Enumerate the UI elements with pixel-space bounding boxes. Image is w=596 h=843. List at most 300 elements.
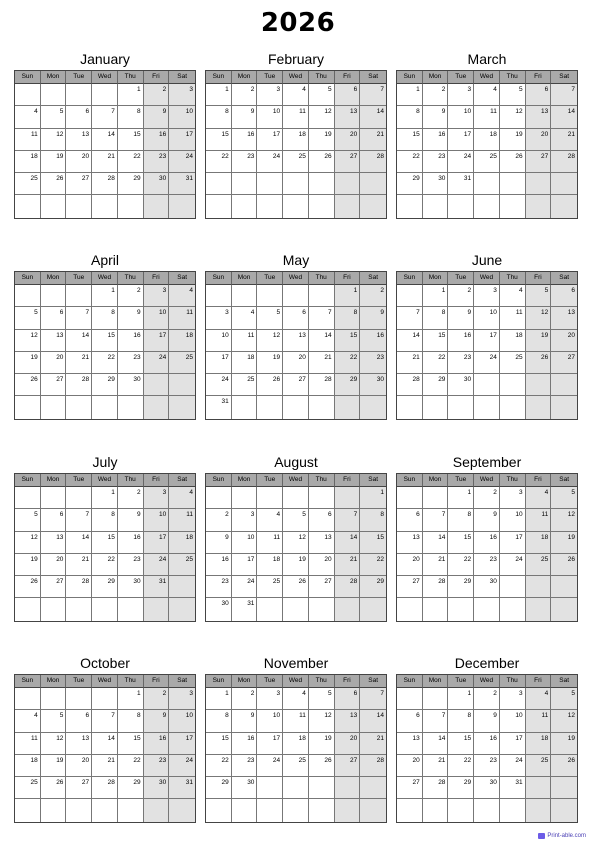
day-cell: 20	[309, 554, 335, 576]
weekday-header: Thu	[118, 474, 144, 487]
day-cell: 26	[15, 576, 41, 598]
month-may	[205, 249, 387, 420]
day-cell: 21	[423, 554, 449, 576]
day-cell	[309, 487, 335, 509]
month-grid	[205, 674, 387, 823]
month-name: September	[452, 454, 522, 470]
day-cell	[92, 688, 118, 710]
day-cell: 30	[448, 374, 474, 396]
month-name: February	[267, 51, 325, 67]
day-cell: 6	[283, 307, 309, 329]
day-cell	[15, 285, 41, 307]
day-cell: 15	[360, 532, 386, 554]
day-cell: 19	[500, 129, 526, 151]
day-cell: 15	[118, 733, 144, 755]
day-cell	[551, 799, 577, 821]
day-cell: 15	[335, 330, 361, 352]
day-cell: 23	[118, 352, 144, 374]
day-cell: 23	[423, 151, 449, 173]
weekday-header: Mon	[232, 675, 258, 688]
weekday-header: Fri	[526, 71, 552, 84]
day-cell: 27	[309, 576, 335, 598]
day-cell	[169, 576, 195, 598]
day-cell	[551, 195, 577, 217]
day-cell: 5	[551, 688, 577, 710]
day-cell: 23	[232, 151, 258, 173]
day-cell	[474, 799, 500, 821]
day-cell: 4	[500, 285, 526, 307]
day-cell	[92, 195, 118, 217]
day-cell: 17	[232, 554, 258, 576]
day-cell: 16	[118, 532, 144, 554]
day-cell	[66, 195, 92, 217]
day-cell	[283, 777, 309, 799]
day-cell	[169, 799, 195, 821]
day-cell: 22	[206, 755, 232, 777]
day-cell: 12	[551, 710, 577, 732]
day-cell: 26	[551, 755, 577, 777]
day-cell	[283, 285, 309, 307]
day-cell	[232, 173, 258, 195]
day-cell: 10	[474, 307, 500, 329]
day-cell: 18	[526, 733, 552, 755]
day-cell: 5	[500, 84, 526, 106]
day-cell	[309, 777, 335, 799]
day-cell: 14	[92, 733, 118, 755]
day-cell: 19	[309, 129, 335, 151]
day-cell	[118, 195, 144, 217]
weekday-header: Mon	[423, 71, 449, 84]
day-cell	[526, 195, 552, 217]
day-cell: 30	[423, 173, 449, 195]
day-cell: 6	[41, 307, 67, 329]
day-cell	[257, 396, 283, 418]
day-cell: 31	[232, 598, 258, 620]
month-name: August	[274, 454, 318, 470]
weekday-header: Wed	[283, 675, 309, 688]
day-cell: 8	[206, 106, 232, 128]
day-cell: 13	[283, 330, 309, 352]
day-cell: 5	[526, 285, 552, 307]
brand-logo	[538, 833, 586, 839]
day-cell: 8	[448, 710, 474, 732]
printer-icon	[538, 833, 545, 839]
day-cell	[360, 173, 386, 195]
day-cell	[92, 598, 118, 620]
day-cell	[66, 598, 92, 620]
day-cell	[423, 598, 449, 620]
day-cell: 15	[206, 129, 232, 151]
day-cell: 1	[360, 487, 386, 509]
day-cell: 18	[169, 532, 195, 554]
day-cell: 15	[423, 330, 449, 352]
day-cell: 17	[500, 733, 526, 755]
day-cell	[335, 396, 361, 418]
day-cell: 13	[66, 733, 92, 755]
day-cell	[144, 799, 170, 821]
weekday-header: Sun	[397, 675, 423, 688]
day-cell: 21	[360, 129, 386, 151]
day-cell: 25	[526, 755, 552, 777]
day-cell: 9	[118, 509, 144, 531]
day-cell: 23	[118, 554, 144, 576]
day-cell: 22	[360, 554, 386, 576]
weekday-header: Sun	[206, 71, 232, 84]
day-cell: 27	[41, 576, 67, 598]
weekday-header: Thu	[309, 474, 335, 487]
month-november	[205, 652, 387, 823]
weekday-header: Tue	[257, 675, 283, 688]
day-cell: 22	[92, 554, 118, 576]
day-cell: 25	[257, 576, 283, 598]
month-grid	[14, 271, 196, 420]
day-cell: 26	[257, 374, 283, 396]
day-cell: 2	[118, 487, 144, 509]
day-cell: 13	[397, 532, 423, 554]
weekday-header: Sun	[15, 272, 41, 285]
day-cell	[448, 396, 474, 418]
month-january	[14, 48, 196, 219]
day-cell	[257, 777, 283, 799]
weekday-header: Sat	[360, 272, 386, 285]
day-cell: 1	[335, 285, 361, 307]
day-cell: 7	[92, 106, 118, 128]
day-cell: 25	[500, 352, 526, 374]
day-cell: 20	[335, 129, 361, 151]
day-cell	[15, 396, 41, 418]
day-cell	[169, 396, 195, 418]
day-cell: 16	[360, 330, 386, 352]
day-cell: 13	[551, 307, 577, 329]
day-cell	[397, 285, 423, 307]
day-cell: 27	[397, 576, 423, 598]
day-cell: 31	[169, 173, 195, 195]
day-cell: 3	[448, 84, 474, 106]
day-cell: 2	[232, 688, 258, 710]
weekday-header: Fri	[335, 474, 361, 487]
day-cell: 26	[15, 374, 41, 396]
day-cell	[500, 576, 526, 598]
day-cell: 30	[474, 777, 500, 799]
day-cell: 13	[41, 330, 67, 352]
day-cell: 8	[92, 307, 118, 329]
day-cell: 1	[423, 285, 449, 307]
day-cell: 8	[423, 307, 449, 329]
day-cell: 25	[283, 755, 309, 777]
day-cell: 2	[448, 285, 474, 307]
day-cell: 22	[206, 151, 232, 173]
day-cell: 17	[500, 532, 526, 554]
day-cell	[360, 777, 386, 799]
weekday-header: Mon	[41, 675, 67, 688]
day-cell: 28	[397, 374, 423, 396]
day-cell	[500, 799, 526, 821]
day-cell: 24	[500, 554, 526, 576]
day-cell: 30	[232, 777, 258, 799]
day-cell: 30	[206, 598, 232, 620]
day-cell	[397, 396, 423, 418]
day-cell: 2	[118, 285, 144, 307]
day-cell: 9	[360, 307, 386, 329]
day-cell	[335, 799, 361, 821]
day-cell: 7	[551, 84, 577, 106]
day-cell: 20	[66, 755, 92, 777]
day-cell: 3	[169, 84, 195, 106]
day-cell: 3	[232, 509, 258, 531]
day-cell	[526, 598, 552, 620]
day-cell	[41, 396, 67, 418]
day-cell	[448, 799, 474, 821]
day-cell: 25	[15, 777, 41, 799]
day-cell: 10	[232, 532, 258, 554]
day-cell: 10	[257, 710, 283, 732]
day-cell: 9	[474, 710, 500, 732]
day-cell	[500, 374, 526, 396]
day-cell	[144, 396, 170, 418]
day-cell: 1	[92, 285, 118, 307]
day-cell: 12	[283, 532, 309, 554]
day-cell	[474, 374, 500, 396]
day-cell: 4	[257, 509, 283, 531]
day-cell	[474, 173, 500, 195]
month-august	[205, 451, 387, 622]
day-cell	[360, 396, 386, 418]
weekday-header: Thu	[309, 71, 335, 84]
day-cell: 23	[232, 755, 258, 777]
day-cell: 5	[309, 688, 335, 710]
day-cell: 13	[309, 532, 335, 554]
day-cell: 1	[448, 688, 474, 710]
day-cell: 7	[423, 710, 449, 732]
day-cell: 29	[118, 173, 144, 195]
day-cell: 9	[118, 307, 144, 329]
day-cell: 12	[500, 106, 526, 128]
day-cell: 4	[283, 688, 309, 710]
month-grid	[14, 674, 196, 823]
weekday-header: Fri	[526, 272, 552, 285]
weekday-header: Sun	[15, 675, 41, 688]
day-cell	[309, 173, 335, 195]
day-cell: 1	[118, 688, 144, 710]
day-cell: 28	[551, 151, 577, 173]
day-cell: 11	[474, 106, 500, 128]
day-cell: 7	[360, 84, 386, 106]
day-cell: 15	[92, 330, 118, 352]
day-cell	[309, 598, 335, 620]
day-cell: 26	[526, 352, 552, 374]
day-cell: 21	[66, 352, 92, 374]
day-cell: 14	[66, 532, 92, 554]
day-cell: 19	[41, 151, 67, 173]
day-cell: 10	[144, 509, 170, 531]
day-cell: 13	[41, 532, 67, 554]
weekday-header: Fri	[526, 675, 552, 688]
day-cell: 20	[397, 554, 423, 576]
day-cell: 14	[397, 330, 423, 352]
day-cell: 20	[66, 151, 92, 173]
day-cell	[500, 195, 526, 217]
day-cell: 31	[169, 777, 195, 799]
day-cell: 8	[397, 106, 423, 128]
weekday-header: Tue	[66, 474, 92, 487]
day-cell	[257, 285, 283, 307]
day-cell	[397, 487, 423, 509]
day-cell: 19	[551, 532, 577, 554]
day-cell: 4	[526, 487, 552, 509]
day-cell: 22	[423, 352, 449, 374]
day-cell: 26	[41, 173, 67, 195]
day-cell: 21	[360, 733, 386, 755]
day-cell: 19	[15, 352, 41, 374]
day-cell: 24	[257, 151, 283, 173]
weekday-header: Sat	[551, 474, 577, 487]
weekday-header: Wed	[474, 71, 500, 84]
day-cell: 18	[15, 755, 41, 777]
day-cell: 17	[169, 129, 195, 151]
month-grid	[205, 271, 387, 420]
day-cell: 26	[551, 554, 577, 576]
month-october	[14, 652, 196, 823]
day-cell: 16	[206, 554, 232, 576]
day-cell: 29	[92, 576, 118, 598]
day-cell: 10	[169, 710, 195, 732]
day-cell: 1	[92, 487, 118, 509]
day-cell: 14	[335, 532, 361, 554]
day-cell: 21	[92, 755, 118, 777]
day-cell: 12	[15, 532, 41, 554]
day-cell: 15	[397, 129, 423, 151]
weekday-header: Sun	[206, 272, 232, 285]
weekday-header: Sat	[360, 675, 386, 688]
day-cell	[397, 688, 423, 710]
month-grid	[396, 473, 578, 622]
month-april	[14, 249, 196, 420]
day-cell	[335, 487, 361, 509]
day-cell: 10	[206, 330, 232, 352]
day-cell	[144, 374, 170, 396]
day-cell: 31	[144, 576, 170, 598]
day-cell	[92, 84, 118, 106]
day-cell: 30	[144, 173, 170, 195]
weekday-header: Sat	[169, 675, 195, 688]
day-cell	[309, 799, 335, 821]
day-cell: 28	[66, 374, 92, 396]
weekday-header: Sun	[15, 71, 41, 84]
day-cell: 17	[257, 129, 283, 151]
day-cell: 30	[474, 576, 500, 598]
day-cell	[474, 396, 500, 418]
month-february	[205, 48, 387, 219]
day-cell: 12	[41, 733, 67, 755]
day-cell: 10	[169, 106, 195, 128]
weekday-header: Sat	[360, 474, 386, 487]
weekday-header: Tue	[448, 272, 474, 285]
day-cell: 14	[66, 330, 92, 352]
day-cell	[118, 598, 144, 620]
day-cell	[360, 195, 386, 217]
day-cell	[169, 374, 195, 396]
day-cell	[397, 195, 423, 217]
day-cell	[309, 396, 335, 418]
day-cell	[41, 285, 67, 307]
day-cell: 3	[500, 688, 526, 710]
day-cell: 5	[41, 106, 67, 128]
month-june	[396, 249, 578, 420]
year-title: 2026	[260, 8, 336, 38]
day-cell: 9	[206, 532, 232, 554]
day-cell: 10	[144, 307, 170, 329]
day-cell: 22	[92, 352, 118, 374]
day-cell	[92, 799, 118, 821]
weekday-header: Sun	[206, 675, 232, 688]
day-cell: 20	[397, 755, 423, 777]
day-cell: 16	[474, 733, 500, 755]
day-cell	[41, 84, 67, 106]
day-cell: 4	[15, 106, 41, 128]
day-cell	[309, 195, 335, 217]
day-cell	[15, 598, 41, 620]
weekday-header: Sat	[551, 675, 577, 688]
day-cell	[423, 688, 449, 710]
day-cell: 7	[360, 688, 386, 710]
month-grid	[396, 674, 578, 823]
day-cell	[551, 598, 577, 620]
month-grid	[205, 70, 387, 219]
weekday-header: Tue	[448, 675, 474, 688]
day-cell	[551, 374, 577, 396]
day-cell	[500, 598, 526, 620]
day-cell: 4	[474, 84, 500, 106]
day-cell: 2	[474, 487, 500, 509]
day-cell: 7	[335, 509, 361, 531]
day-cell: 14	[360, 106, 386, 128]
weekday-header: Thu	[309, 272, 335, 285]
day-cell: 3	[144, 285, 170, 307]
day-cell: 28	[423, 777, 449, 799]
day-cell: 19	[15, 554, 41, 576]
day-cell: 11	[283, 106, 309, 128]
day-cell: 14	[309, 330, 335, 352]
weekday-header: Sun	[206, 474, 232, 487]
day-cell: 2	[144, 688, 170, 710]
day-cell: 18	[474, 129, 500, 151]
day-cell	[360, 598, 386, 620]
day-cell	[283, 173, 309, 195]
day-cell: 6	[66, 710, 92, 732]
day-cell: 11	[500, 307, 526, 329]
day-cell: 3	[169, 688, 195, 710]
weekday-header: Sat	[551, 272, 577, 285]
day-cell	[526, 396, 552, 418]
day-cell: 23	[448, 352, 474, 374]
day-cell: 3	[500, 487, 526, 509]
day-cell	[283, 195, 309, 217]
day-cell: 29	[118, 777, 144, 799]
day-cell: 5	[283, 509, 309, 531]
day-cell: 19	[283, 554, 309, 576]
weekday-header: Tue	[257, 71, 283, 84]
day-cell	[423, 396, 449, 418]
day-cell: 31	[206, 396, 232, 418]
day-cell	[206, 195, 232, 217]
day-cell	[283, 598, 309, 620]
day-cell: 16	[144, 129, 170, 151]
day-cell	[360, 799, 386, 821]
weekday-header: Wed	[474, 272, 500, 285]
day-cell: 20	[551, 330, 577, 352]
weekday-header: Mon	[41, 474, 67, 487]
weekday-header: Tue	[257, 272, 283, 285]
